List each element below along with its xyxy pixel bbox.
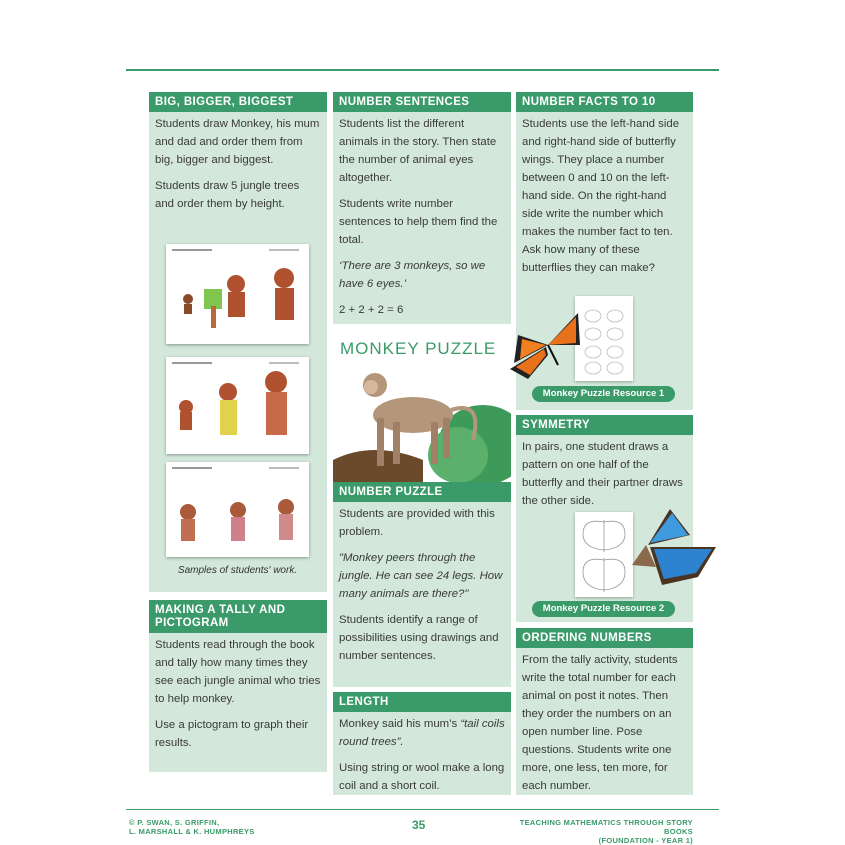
paragraph: Students identify a range of possibilities using drawings and number sentences.: [339, 614, 499, 662]
paragraph: In pairs, one student draws a pattern on one half of the butterfly and their partner draws the other side.: [522, 441, 683, 507]
paragraph-quote: ‘There are 3 monkeys, so we have 6 eyes.’: [339, 260, 486, 290]
panel-ordering-numbers: [516, 628, 693, 795]
monkey-illustration-panel: [333, 330, 511, 482]
heading-big-bigger-biggest: BIG, BIGGER, BIGGEST: [149, 92, 327, 112]
heading-tally-pictogram: MAKING A TALLY AND PICTOGRAM: [149, 600, 327, 633]
student-work-sample-2: [166, 357, 309, 454]
heading-number-puzzle: NUMBER PUZZLE: [333, 482, 511, 502]
orange-butterfly-image: [508, 305, 580, 383]
paragraph: Students draw 5 jungle trees and order them by height.: [155, 180, 300, 210]
resource-badge-2: Monkey Puzzle Resource 2: [532, 601, 675, 617]
student-work-sample-1: [166, 244, 309, 344]
paragraph: Students use the left-hand side and right-hand side of butterfly wings. They place a number between 0 and 10 on the left-hand side. On the right-hand side write the number which makes the number fact to ten. Ask how many of these butterflies they can make?: [522, 118, 680, 274]
footer-authors: © P. SWAN, S. GRIFFIN, L. MARSHALL & K. HUMPHREYS: [129, 818, 255, 836]
paragraph: Students list the different animals in the story. Then state the number of animal eyes altogether.: [339, 118, 497, 184]
paragraph: Students are provided with this problem.: [339, 508, 495, 538]
bottom-rule: [126, 809, 719, 810]
monkey-puzzle-title: MONKEY PUZZLE: [340, 339, 497, 358]
panel-length: [333, 692, 511, 795]
paragraph: From the tally activity, students write the total number for each animal on post it notes. Then they order the numbers on an open number line. Pose questions. Students write one more, one less, ten more, for each number.: [522, 654, 678, 792]
top-rule: [126, 69, 719, 71]
paragraph-quote: "Monkey peers through the jungle. He can see 24 legs. How many animals are there?": [339, 552, 503, 600]
resource-badge-1: Monkey Puzzle Resource 1: [532, 386, 675, 402]
heading-ordering-numbers: ORDERING NUMBERS: [516, 628, 693, 648]
blue-butterfly-image: [628, 505, 718, 593]
heading-number-sentences: NUMBER SENTENCES: [333, 92, 511, 112]
paragraph: Monkey said his mum’s “tail coils round trees”.: [339, 718, 505, 748]
panel-number-puzzle: [333, 482, 511, 687]
number-sentence: 2 + 2 + 2 = 6: [339, 304, 404, 316]
heading-number-facts-10: NUMBER FACTS TO 10: [516, 92, 693, 112]
samples-caption: Samples of students' work.: [177, 565, 298, 576]
paragraph: Students draw Monkey, his mum and dad and order them from big, bigger and biggest.: [155, 118, 320, 166]
student-work-sample-3: [166, 462, 309, 557]
heading-symmetry: SYMMETRY: [516, 415, 693, 435]
footer-book-title: TEACHING MATHEMATICS THROUGH STORY BOOKS (FOUNDATION - YEAR 1): [519, 818, 693, 845]
panel-tally-pictogram: [149, 600, 327, 772]
resource-sheet-2: [575, 512, 633, 597]
paragraph: Using string or wool make a long coil and a short coil.: [339, 762, 505, 792]
resource-sheet-1: [575, 296, 633, 381]
paragraph: Use a pictogram to graph their results.: [155, 719, 309, 749]
page-number: 35: [412, 818, 426, 832]
panel-number-sentences: [333, 92, 511, 324]
paragraph: Students read through the book and tally how many times they see each jungle animal who tries to help monkey.: [155, 639, 321, 705]
heading-length: LENGTH: [333, 692, 511, 712]
paragraph: Students write number sentences to help them find the total.: [339, 198, 498, 246]
